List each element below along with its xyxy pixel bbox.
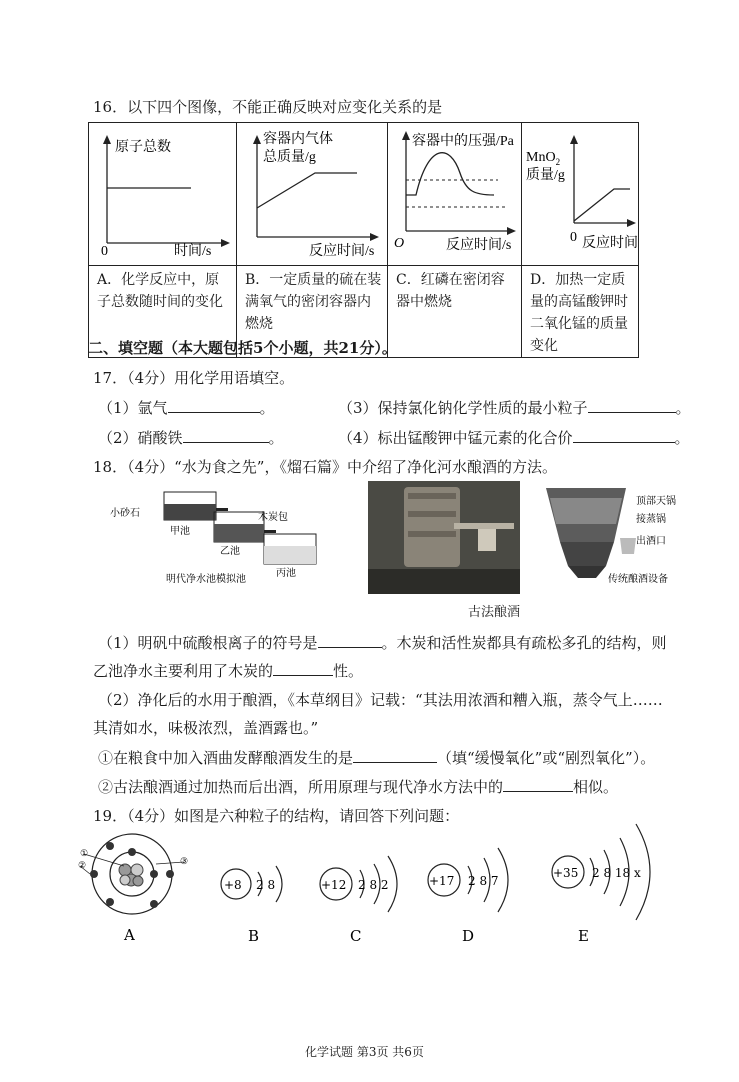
graph-d-xlabel: 反应时间 xyxy=(582,236,638,251)
graph-d-ylabel1: MnO$_2$ xyxy=(526,150,561,167)
label-c: C xyxy=(350,927,362,945)
graph-b-cell xyxy=(237,123,388,266)
q17-blank1[interactable] xyxy=(168,397,260,413)
graph-b-ylabel1: 容器内气体 xyxy=(263,132,333,147)
device-out-label: 出酒口 xyxy=(636,536,666,547)
q18-p1-line1: （1）明矾中硫酸根离子的符号是 。木炭和活性炭都具有疏松多孔的结构，则 xyxy=(98,634,667,652)
q17-item3: （3）保持氯化钠化学性质的最小粒子 。 xyxy=(338,399,691,417)
device-name: 传统酿酒设备 xyxy=(608,574,668,585)
q17-item4: （4）标出锰酸钾中锰元素的化合价 。 xyxy=(338,429,690,447)
filter-diagram xyxy=(108,484,358,594)
q17-stem: 17．（4分）用化学用语填空。 xyxy=(93,369,295,387)
graph-a-origin: 0 xyxy=(101,244,108,259)
particle-d xyxy=(424,840,534,945)
label-charcoal: 木炭包 xyxy=(258,512,288,523)
graph-c-origin: O xyxy=(394,236,405,251)
q18-blank3[interactable] xyxy=(353,747,437,763)
label-bing: 丙池 xyxy=(276,568,296,579)
label-sand: 小砂石 xyxy=(110,508,140,519)
option-b: B．一定质量的硫在装满氧气的密闭容器内燃烧 xyxy=(237,266,388,358)
label-d: D xyxy=(462,927,475,945)
d-nucleus: +17 xyxy=(429,874,455,888)
graph-d-cell xyxy=(522,123,639,266)
graph-d-origin: 0 xyxy=(570,230,577,245)
graph-c xyxy=(388,123,521,261)
c-shells: 2 8 2 xyxy=(358,878,389,892)
e-shells: 2 8 18 x xyxy=(592,866,641,880)
device-mid-label: 接蒸锅 xyxy=(636,514,666,525)
graph-d-ylabel2: 质量/g xyxy=(526,168,565,183)
option-c: C．红磷在密闭容器中燃烧 xyxy=(388,266,522,358)
b-shells: 2 8 xyxy=(256,878,276,892)
q18-p1-line2: 乙池净水主要利用了木炭的 性。 xyxy=(93,662,364,680)
q17-blank4[interactable] xyxy=(573,427,675,443)
q18-stem: 18．（4分）“水为食之先”，《熘石篇》中介绍了净化河水酿酒的方法。 xyxy=(93,458,557,476)
label-a: A xyxy=(124,926,135,944)
graph-c-xlabel: 反应时间/s xyxy=(446,238,512,253)
graph-c-cell xyxy=(388,123,522,266)
q18-blank4[interactable] xyxy=(503,776,573,792)
particle-c xyxy=(316,846,426,945)
section-heading: 二、填空题（本大题包括5个小题，共21分）。 xyxy=(88,339,397,357)
page-footer: 化学试题 第3页 共6页 xyxy=(305,1045,424,1059)
e-nucleus: +35 xyxy=(553,866,579,880)
photo-caption: 古法酿酒 xyxy=(468,605,521,620)
q19-stem: 19．（4分）如图是六种粒子的结构，请回答下列问题： xyxy=(93,807,460,825)
graph-b-xlabel: 反应时间/s xyxy=(309,244,375,259)
q18-blank2[interactable] xyxy=(273,660,333,676)
q18-p3: ①在粮食中加入酒曲发酵酿酒发生的是 （填“缓慢氧化”或“剧烈氧化”）。 xyxy=(98,749,656,767)
graph-a xyxy=(89,123,236,261)
atom-label-2: ② xyxy=(78,861,87,871)
label-yi: 乙池 xyxy=(220,546,240,557)
winemaking-photo xyxy=(368,481,520,594)
atom-label-1: ① xyxy=(80,849,89,859)
graph-b xyxy=(237,123,387,261)
q18-blank1[interactable] xyxy=(318,632,382,648)
graph-a-ylabel: 原子总数 xyxy=(115,140,171,155)
option-a: A．化学反应中，原子总数随时间的变化 xyxy=(89,266,237,358)
particle-b xyxy=(218,852,308,945)
particle-e xyxy=(546,818,676,945)
q17-item2: （2）硝酸铁 。 xyxy=(98,429,284,447)
device-top-label: 顶部天锅 xyxy=(636,496,676,507)
q16-table xyxy=(88,122,639,358)
filter-caption: 明代净水池模拟池 xyxy=(166,574,246,585)
q17-blank3[interactable] xyxy=(588,397,676,413)
d-shells: 2 8 7 xyxy=(468,874,499,888)
q18-p2-line1: （2）净化后的水用于酿酒，《本草纲目》记载：“其法用浓酒和糟入瓶，蒸令气上…… xyxy=(98,691,663,709)
graph-b-ylabel2: 总质量/g xyxy=(263,150,316,165)
atom-model-a xyxy=(80,830,190,950)
distill-device xyxy=(540,480,680,590)
option-d: D．加热一定质量的高锰酸钾时二氧化锰的质量变化 xyxy=(522,266,639,358)
label-b: B xyxy=(248,927,260,945)
graph-d xyxy=(522,123,638,261)
c-nucleus: +12 xyxy=(321,878,347,892)
q16-stem: 16．以下四个图像，不能正确反映对应变化关系的是 xyxy=(93,98,443,116)
graph-a-cell xyxy=(89,123,237,266)
label-e: E xyxy=(578,927,589,945)
q18-p2-line2: 其清如水，味极浓烈，盖酒露也。” xyxy=(93,719,319,737)
b-nucleus: +8 xyxy=(224,878,242,892)
q17-item1: （1）氩气 。 xyxy=(98,399,275,417)
graph-a-xlabel: 时间/s xyxy=(174,244,212,259)
graph-c-ylabel: 容器中的压强/Pa xyxy=(412,134,514,149)
q18-p4: ②古法酿酒通过加热而后出酒，所用原理与现代净水方法中的 相似。 xyxy=(98,778,619,796)
label-jia: 甲池 xyxy=(170,526,190,537)
q17-blank2[interactable] xyxy=(183,427,269,443)
atom-label-3: ③ xyxy=(180,857,189,867)
